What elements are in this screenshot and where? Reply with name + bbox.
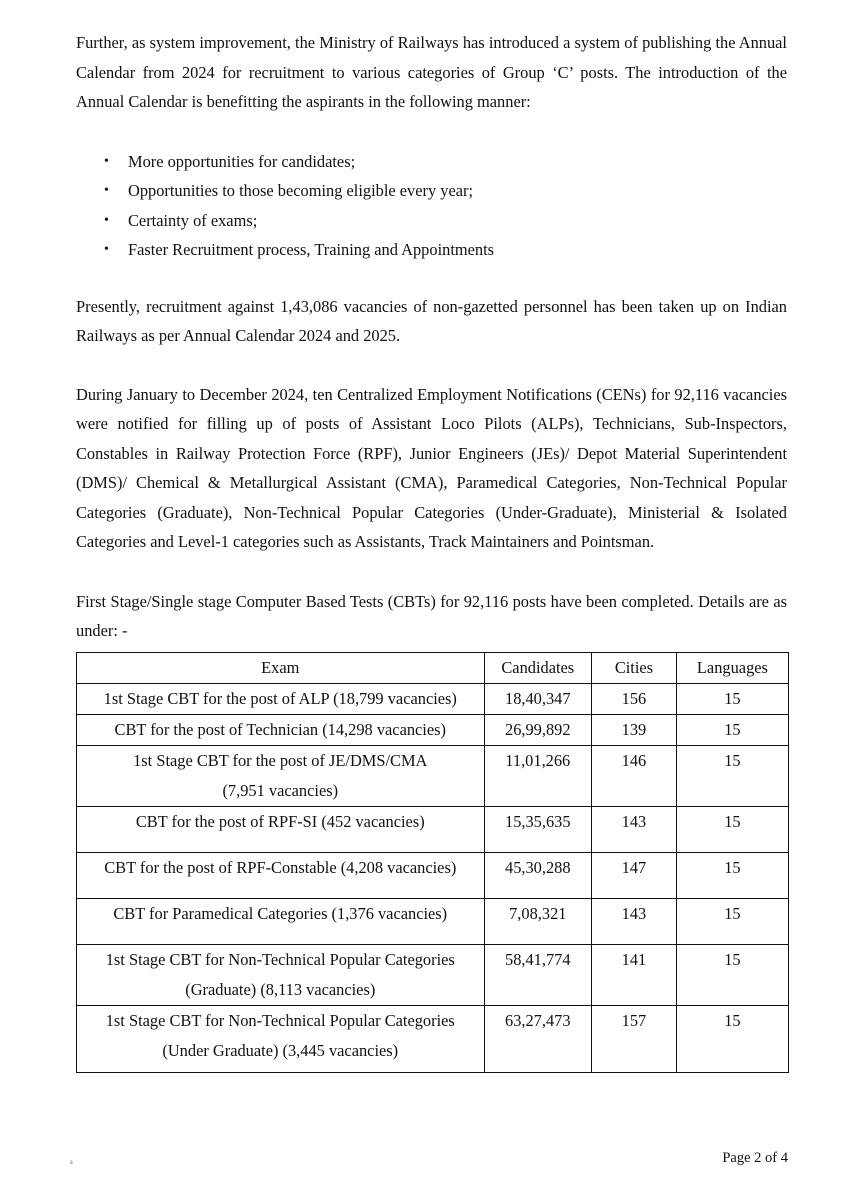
exam-cell xyxy=(77,683,485,714)
cens-paragraph: During January to December 2024, ten Centralized Employment Notifications (CENs) for 92,116 vacancies were notified for filling up of posts of Assistant Loco Pilots (ALPs), Technicians, Sub-Inspectors, Constables in Railway Protection Force (RPF), Junior Engineers (JEs)/ Depot Material Superintendent (DMS)/ Chemical & Metallurgical Assistant (CMA), Paramedical Categories, Non-Technical Popular Categories (Graduate), Non-Technical Popular Categories (Under-Graduate), Ministerial & Isolated Categories and Level-1 categories such as Assistants, Track Maintainers and Pointsman. xyxy=(76,384,787,551)
languages-cell: 15 xyxy=(676,683,788,714)
list-item xyxy=(76,206,787,236)
table-row xyxy=(77,852,789,898)
cbt-intro-paragraph: First Stage/Single stage Computer Based Tests (CBTs) for 92,116 posts have been completed. Details are as under: - xyxy=(76,591,787,640)
bullet-icon: • xyxy=(104,153,109,169)
languages-cell: 15 xyxy=(676,745,788,806)
cities-cell: 143 xyxy=(592,806,677,852)
cities-cell: 156 xyxy=(592,683,677,714)
table-row xyxy=(77,806,789,852)
languages-cell: 15 xyxy=(676,714,788,745)
exam-line: CBT for the post of RPF-SI (452 vacancies) xyxy=(135,811,425,831)
candidates-cell: 11,01,266 xyxy=(484,745,592,806)
exam-cell xyxy=(77,944,485,1005)
table-header-row xyxy=(77,652,789,683)
exam-line: (Under Graduate) (3,445 vacancies) xyxy=(162,1040,399,1060)
candidates-cell: 7,08,321 xyxy=(484,898,592,944)
cities-cell: 139 xyxy=(592,714,677,745)
table-row xyxy=(77,714,789,745)
table-row xyxy=(77,745,789,806)
languages-cell: 15 xyxy=(676,944,788,1005)
list-item-text: Certainty of exams; xyxy=(128,210,258,230)
candidates-cell: 45,30,288 xyxy=(484,852,592,898)
candidates-cell: 18,40,347 xyxy=(484,683,592,714)
list-item xyxy=(76,147,787,177)
languages-cell: 15 xyxy=(676,898,788,944)
header-candidates: Candidates xyxy=(484,652,592,683)
exam-line: (Graduate) (8,113 vacancies) xyxy=(185,979,376,999)
cities-cell: 143 xyxy=(592,898,677,944)
exam-cell xyxy=(77,714,485,745)
candidates-cell: 15,35,635 xyxy=(484,806,592,852)
exam-cell xyxy=(77,745,485,806)
languages-cell: 15 xyxy=(676,1005,788,1072)
cities-cell: 146 xyxy=(592,745,677,806)
page-number: Page 2 of 4 xyxy=(722,1150,788,1166)
header-cities: Cities xyxy=(592,652,677,683)
list-item xyxy=(76,176,787,206)
cbt-details-table xyxy=(76,652,789,1073)
list-item-text: Faster Recruitment process, Training and Appointments xyxy=(128,240,495,259)
bullet-icon: • xyxy=(104,183,109,198)
exam-line: 1st Stage CBT for the post of ALP (18,799 vacancies) xyxy=(103,688,457,708)
candidates-cell: 63,27,473 xyxy=(484,1005,592,1072)
languages-cell: 15 xyxy=(676,852,788,898)
table-row xyxy=(77,1005,789,1072)
exam-cell xyxy=(77,806,485,852)
exam-cell xyxy=(77,852,485,898)
header-languages: Languages xyxy=(676,652,788,683)
vacancies-paragraph: Presently, recruitment against 1,43,086 vacancies of non-gazetted personnel has been taken up on Indian Railways as per Annual Calendar 2024 and 2025. xyxy=(76,296,787,345)
exam-line: CBT for the post of Technician (14,298 vacancies) xyxy=(114,719,446,739)
bullet-icon: • xyxy=(104,212,109,228)
exam-line: 1st Stage CBT for the post of JE/DMS/CMA xyxy=(133,750,428,770)
list-item xyxy=(76,235,787,265)
list-item-text: Opportunities to those becoming eligible every year; xyxy=(128,181,474,200)
exam-line: 1st Stage CBT for Non-Technical Popular Categories xyxy=(105,1010,455,1030)
table-row xyxy=(77,944,789,1005)
header-exam: Exam xyxy=(77,652,485,683)
exam-line: CBT for the post of RPF-Constable (4,208 vacancies) xyxy=(104,857,457,877)
candidates-cell: 58,41,774 xyxy=(484,944,592,1005)
footer-mark: s xyxy=(70,1158,73,1166)
benefits-list xyxy=(76,147,787,265)
intro-paragraph: Further, as system improvement, the Ministry of Railways has introduced a system of publishing the Annual Calendar from 2024 for recruitment to various categories of Group ‘C’ posts. The introduction of the Annual Calendar is benefitting the aspirants in the following manner: xyxy=(76,33,787,111)
cities-cell: 157 xyxy=(592,1005,677,1072)
candidates-cell: 26,99,892 xyxy=(484,714,592,745)
bullet-icon: • xyxy=(104,242,109,257)
exam-cell xyxy=(77,898,485,944)
table-row xyxy=(77,683,789,714)
languages-cell: 15 xyxy=(676,806,788,852)
table-row xyxy=(77,898,789,944)
exam-cell xyxy=(77,1005,485,1072)
document-page xyxy=(76,28,787,1073)
exam-line: 1st Stage CBT for Non-Technical Popular Categories xyxy=(105,949,455,969)
exam-line: CBT for Paramedical Categories (1,376 vacancies) xyxy=(113,903,448,923)
exam-line: (7,951 vacancies) xyxy=(222,780,339,800)
cities-cell: 141 xyxy=(592,944,677,1005)
cities-cell: 147 xyxy=(592,852,677,898)
list-item-text: More opportunities for candidates; xyxy=(128,151,356,171)
